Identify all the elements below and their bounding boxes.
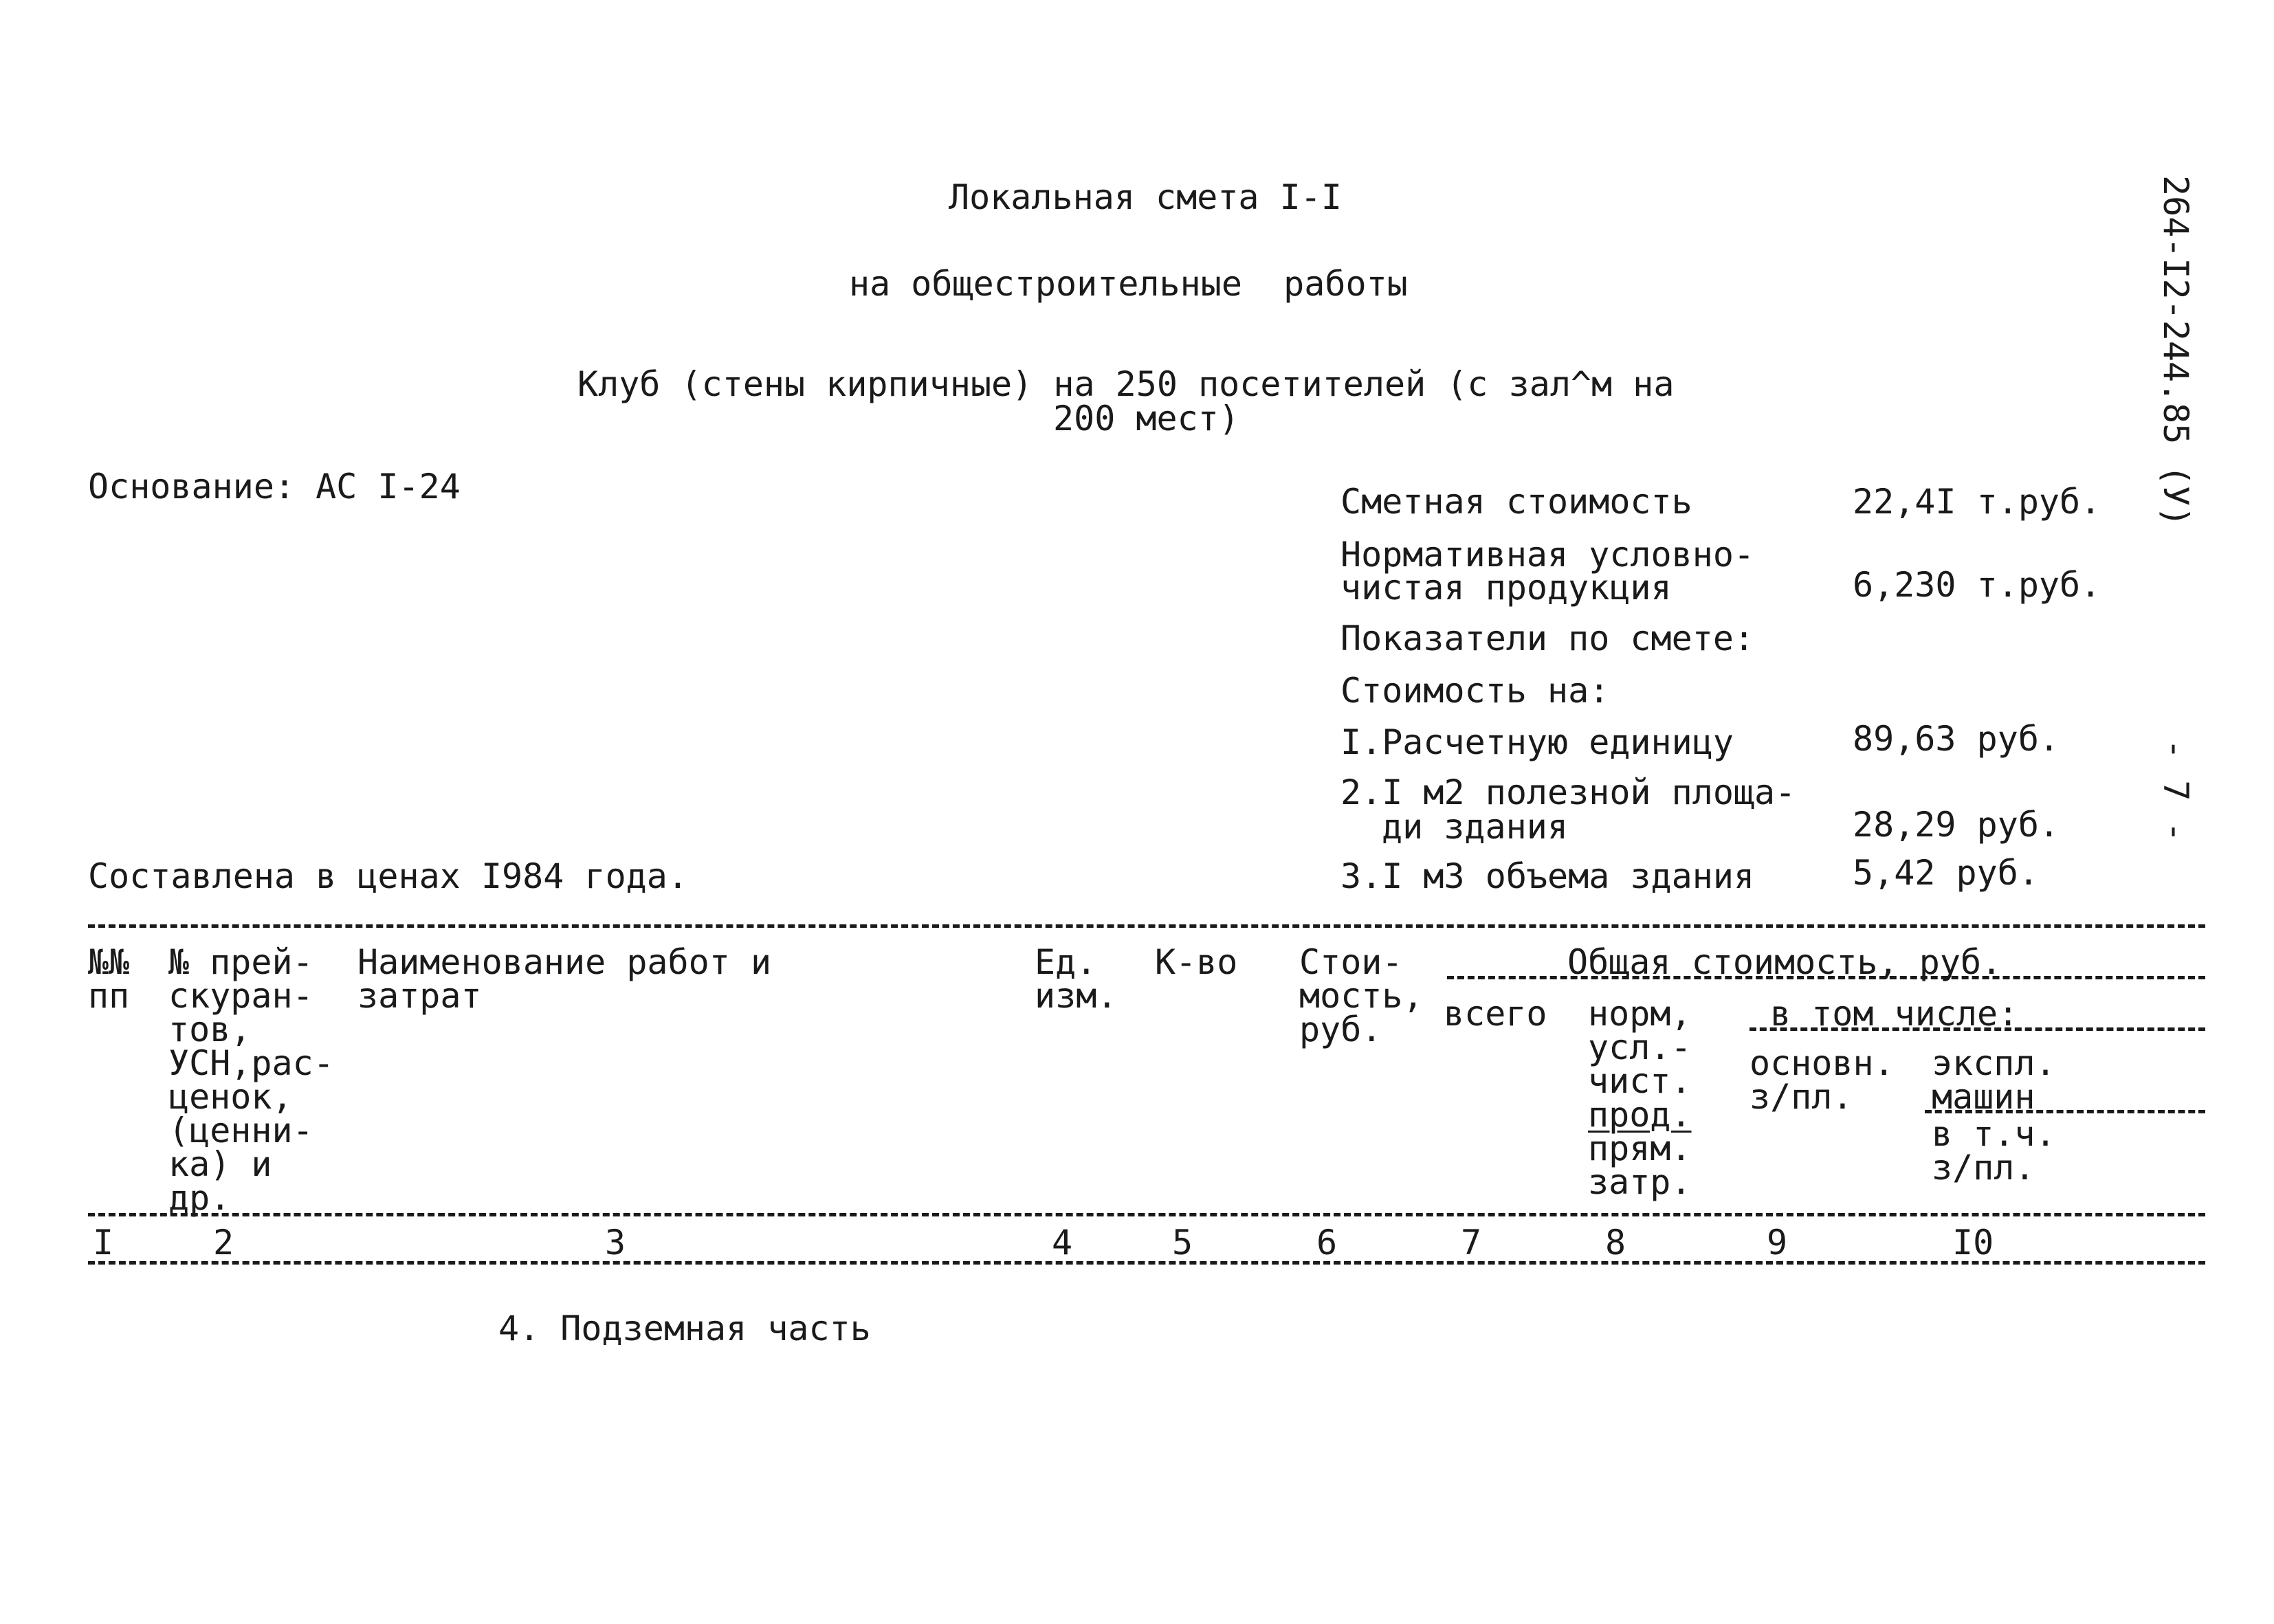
col7-header: всего: [1444, 994, 1547, 1034]
col4-line-2: изм.: [1035, 976, 1118, 1016]
estimate-subtitle: на общестроительные работы: [849, 264, 1408, 304]
col8-line-5: прям.: [1588, 1128, 1692, 1168]
col3-line-2: затрат: [357, 976, 482, 1016]
item1-label: I.Расчетную единицу: [1340, 722, 1734, 762]
estimate-title: Локальная смета I-I: [949, 177, 1342, 217]
prices-note: Составлена в ценах I984 года.: [88, 856, 688, 896]
col10-line-4: з/пл.: [1932, 1148, 2035, 1188]
total-group-header: Общая стоимость, руб.: [1567, 942, 2002, 982]
col2-line-6: (ценни-: [168, 1111, 313, 1150]
column-number-8: 8: [1605, 1223, 1626, 1263]
column-number-5: 5: [1172, 1223, 1193, 1263]
column-number-4: 4: [1052, 1223, 1073, 1263]
column-number-2: 2: [213, 1223, 234, 1263]
col6-line-2: мость,: [1299, 976, 1424, 1016]
item2-label-2: ди здания: [1382, 807, 1568, 847]
section-heading: 4. Подземная часть: [498, 1309, 871, 1348]
col2-line-7: ка) и: [168, 1144, 272, 1184]
item3-value: 5,42 руб.: [1853, 853, 2039, 893]
col2-line-2: скуран-: [168, 976, 313, 1016]
net-product-value: 6,230 т.руб.: [1853, 565, 2101, 605]
estimated-cost-value: 22,4I т.руб.: [1853, 482, 2101, 522]
basis-line: Основание: АС I-24: [88, 467, 461, 507]
col10-line-3: в т.ч.: [1932, 1114, 2056, 1154]
column-number-10: I0: [1952, 1223, 1994, 1263]
object-line-1: Клуб (стены кирпичные) на 250 посетителей (с зал^м на: [577, 364, 1675, 404]
object-line-2: 200 мест): [1053, 399, 1239, 438]
col6-line-3: руб.: [1299, 1010, 1382, 1049]
net-product-label-1: Нормативная условно-: [1340, 535, 1755, 575]
col6-line-1: Стои-: [1299, 942, 1403, 982]
col2-line-8: др.: [168, 1178, 231, 1218]
indicators-label: Показатели по смете:: [1340, 619, 1755, 658]
col8-line-6: затр.: [1588, 1162, 1692, 1202]
estimated-cost-label: Сметная стоимость: [1340, 482, 1692, 522]
col1-line-1: №№: [88, 942, 130, 982]
document-code: 264-I2-244.85 (У): [2156, 175, 2196, 527]
col8-line-1: норм,: [1588, 994, 1692, 1034]
col2-line-4: УСН,рас-: [168, 1043, 334, 1083]
column-number-6: 6: [1316, 1223, 1338, 1263]
header-bottom-rule: [88, 1213, 2205, 1216]
column-number-3: 3: [605, 1223, 626, 1263]
col4-line-1: Ед.: [1035, 942, 1097, 982]
col1-line-2: пп: [88, 976, 130, 1016]
item1-value: 89,63 руб.: [1853, 719, 2060, 759]
col2-line-3: тов,: [168, 1010, 252, 1049]
net-product-label-2: чистая продукция: [1340, 568, 1672, 608]
col8-line-4: прод.: [1588, 1095, 1692, 1135]
incl-group-header: в том числе:: [1770, 994, 2019, 1034]
col2-line-5: ценок,: [168, 1077, 293, 1117]
col9-line-2: з/пл.: [1749, 1077, 1853, 1117]
col10-line-1: экспл.: [1932, 1043, 2056, 1083]
column-number-1: I: [93, 1223, 114, 1263]
col2-line-1: № прей-: [168, 942, 313, 982]
col8-line-3: чист.: [1588, 1061, 1692, 1101]
column-number-9: 9: [1767, 1223, 1788, 1263]
item2-value: 28,29 руб.: [1853, 805, 2060, 845]
col9-line-1: основн.: [1749, 1043, 1895, 1083]
col8-line-2: усл.-: [1588, 1027, 1692, 1067]
col3-line-1: Наименование работ и: [357, 942, 772, 982]
col10-line-2: машин: [1932, 1077, 2035, 1117]
table-top-rule: [88, 924, 2205, 928]
item2-label-1: 2.I м2 полезной площа-: [1340, 772, 1796, 812]
cost-per-label: Стоимость на:: [1340, 671, 1610, 711]
numbers-bottom-rule: [88, 1261, 2205, 1265]
col5-header: К-во: [1155, 942, 1238, 982]
column-number-7: 7: [1461, 1223, 1482, 1263]
item3-label: 3.I м3 объема здания: [1340, 856, 1755, 896]
page-number: - 7 -: [2156, 739, 2196, 843]
